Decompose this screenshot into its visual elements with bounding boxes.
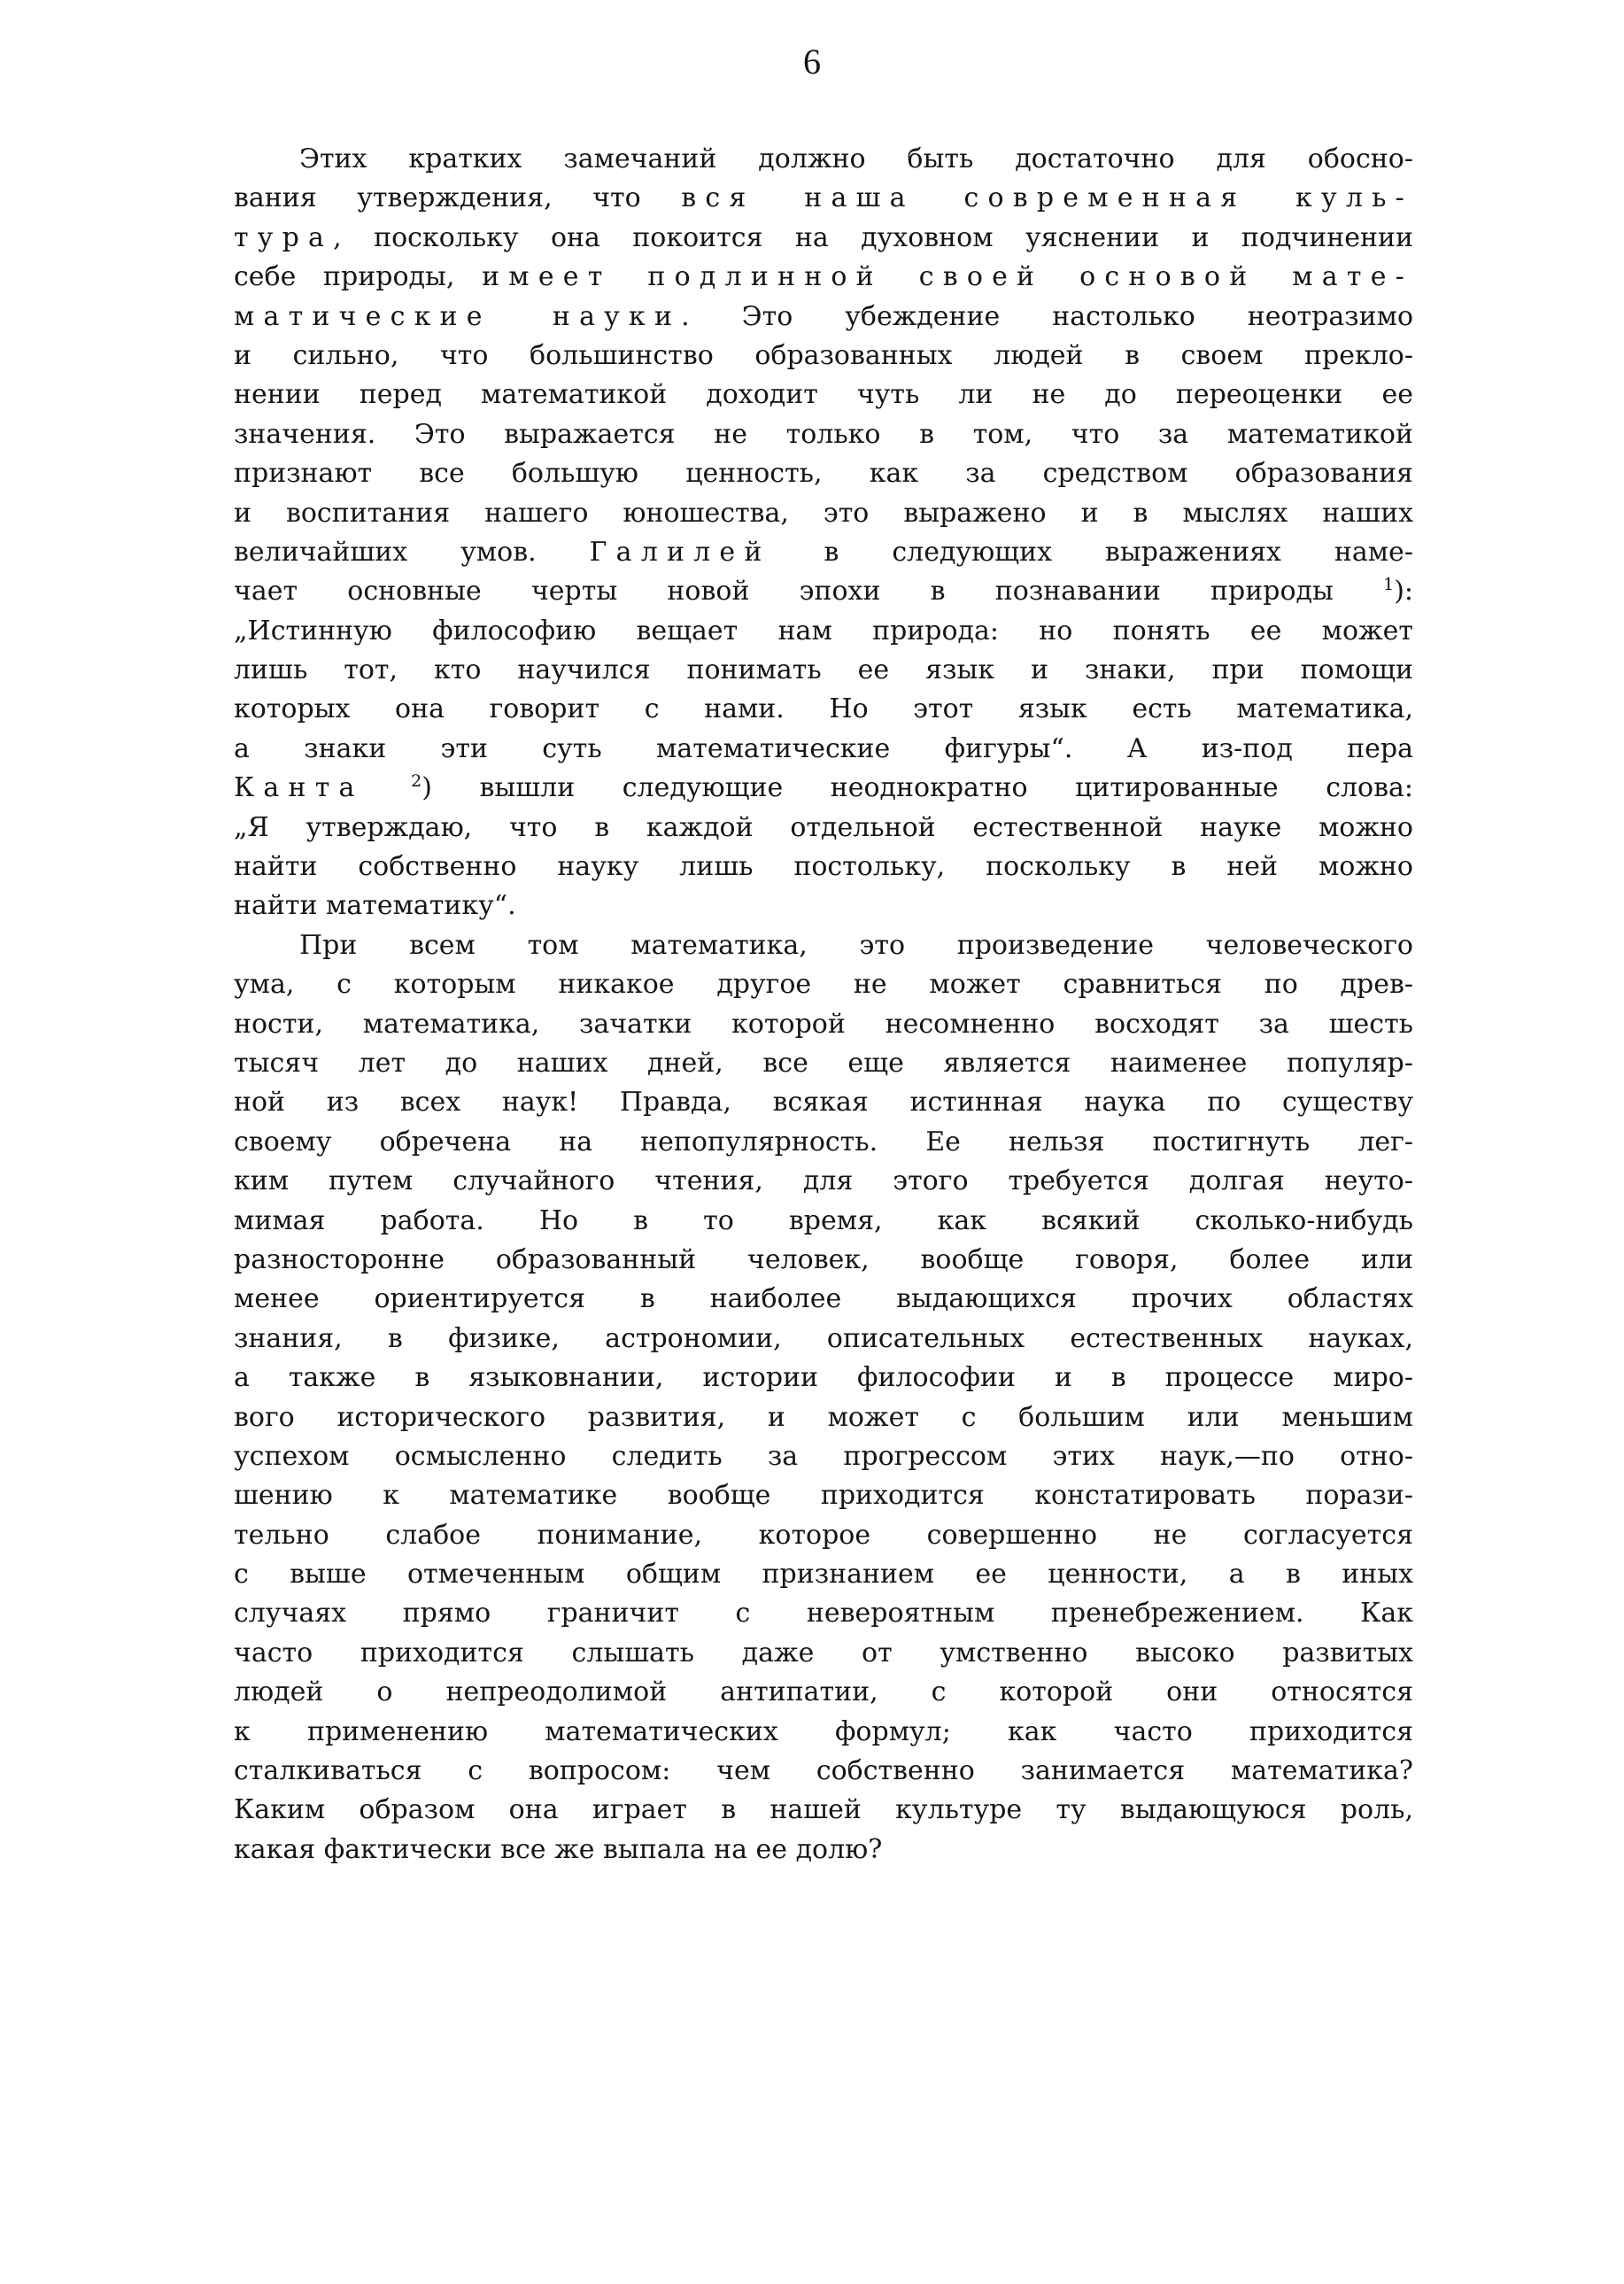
- spaced-text: матические науки: [234, 300, 682, 332]
- text-run: с выше отмеченным общим признанием ее ценности, а в иных: [234, 1559, 1413, 1591]
- text-line: [234, 1634, 1413, 1673]
- spaced-text: тура: [234, 221, 334, 253]
- text-line: [234, 494, 1413, 533]
- text-run: разносторонне образованный человек, вообще говоря, более или: [234, 1243, 1413, 1275]
- text-line: [234, 1594, 1413, 1633]
- text-line: [234, 415, 1413, 454]
- text-line: [234, 1202, 1413, 1241]
- text-run: найти математику“.: [234, 890, 516, 922]
- text-run: какая фактически все же выпала на ее долю?: [234, 1833, 883, 1865]
- text-run: своему обречена на непопулярность. Ее нельзя постигнуть лег-: [234, 1126, 1413, 1157]
- text-run: тысяч лет до наших дней, все еще является наименее популяр-: [234, 1047, 1413, 1079]
- text-line: [234, 376, 1413, 414]
- text-line: [234, 612, 1413, 651]
- text-line: [234, 219, 1413, 258]
- text-line: [234, 1831, 1413, 1870]
- text-line: [234, 179, 1413, 218]
- text-run: лишь тот, кто научился понимать ее язык и знаки, при помощи: [234, 654, 1413, 686]
- text-run: найти собственно науку лишь постольку, поскольку в ней можно: [234, 851, 1413, 883]
- text-line: [234, 1162, 1413, 1201]
- text-run: Каким образом она играет в нашей культуре ту выдающуюся роль,: [234, 1794, 1413, 1826]
- text-line: [234, 258, 1413, 297]
- text-run: и воспитания нашего юношества, это выражено и в мыслях наших: [234, 497, 1413, 529]
- text-line: [234, 533, 1413, 572]
- text-line: [234, 1123, 1413, 1162]
- spaced-text: вся наша современная куль-: [681, 182, 1413, 214]
- text-line: [234, 1713, 1413, 1752]
- text-line: [234, 1005, 1413, 1044]
- text-run: часто приходится слышать даже от умственно высоко развитых: [234, 1637, 1413, 1668]
- text-run: значения. Это выражается не только в том, что за математикой: [234, 418, 1413, 450]
- text-run: случаях прямо граничит с невероятным пренебрежением. Как: [234, 1598, 1413, 1630]
- text-run: знания, в физике, астрономии, описательных естественных науках,: [234, 1322, 1413, 1354]
- text-run: величайших умов.: [234, 536, 590, 568]
- paragraph: [234, 140, 1413, 926]
- text-line: [234, 730, 1413, 769]
- text-run: [364, 772, 412, 803]
- text-run: а также в языковнании, истории философии и в процессе миро-: [234, 1362, 1413, 1394]
- text-run: которых она говорит с нами. Но этот язык есть математика,: [234, 693, 1413, 725]
- text-line: [234, 572, 1413, 611]
- text-line: [234, 769, 1413, 808]
- page-number: 6: [803, 42, 821, 81]
- text-run: а знаки эти суть математические фигуры“. А из-под пера: [234, 732, 1413, 764]
- text-run: . Это убеждение настолько неотразимо: [681, 300, 1413, 332]
- text-run: успехом осмысленно следить за прогрессом этих наук,—по отно-: [234, 1440, 1413, 1472]
- text-line: [234, 1437, 1413, 1476]
- text-line: [234, 454, 1413, 493]
- text-run: ким путем случайного чтения, для этого требуется долгая неуто-: [234, 1165, 1413, 1197]
- text-run: вания утверждения, что: [234, 182, 682, 214]
- text-run: „Я утверждаю, что в каждой отдельной естественной науке можно: [234, 811, 1413, 843]
- text-run: людей о непреодолимой антипатии, с которой они относятся: [234, 1676, 1413, 1708]
- text-line: [234, 690, 1413, 729]
- text-run: ума, с которым никакое другое не может сравниться по древ-: [234, 969, 1413, 1001]
- text-run: к применению математических формул; как часто приходится: [234, 1715, 1413, 1747]
- text-line: [234, 140, 1413, 179]
- text-line: [234, 1555, 1413, 1594]
- spaced-text: Канта: [234, 772, 364, 804]
- text-line: [234, 848, 1413, 887]
- text-run: вого исторического развития, и может с большим или меньшим: [234, 1401, 1413, 1433]
- spaced-text: Галилей: [589, 536, 771, 568]
- text-run: тельно слабое понимание, которое совершенно не согласуется: [234, 1519, 1413, 1551]
- text-run: и сильно, что большинство образованных людей в своем прекло-: [234, 339, 1413, 371]
- text-run: При всем том математика, это произведение человеческого: [299, 929, 1413, 961]
- text-run: , поскольку она покоится на духовном уяснении и подчинении: [333, 221, 1413, 253]
- text-line: [234, 887, 1413, 925]
- footnote-marker: 2: [411, 771, 422, 792]
- text-run: себе природы,: [234, 261, 483, 293]
- text-run: ) вышли следующие неоднократно цитированные слова:: [421, 772, 1413, 804]
- text-line: [234, 926, 1413, 965]
- text-line: [234, 1044, 1413, 1083]
- text-line: [234, 1280, 1413, 1319]
- text-run: шению к математике вообще приходится констатировать порази-: [234, 1480, 1413, 1512]
- text-run: Этих кратких замечаний должно быть достаточно для обосно-: [299, 143, 1413, 174]
- text-line: [234, 1516, 1413, 1555]
- text-line: [234, 337, 1413, 376]
- text-run: в следующих выражениях наме-: [770, 536, 1413, 568]
- text-line: [234, 965, 1413, 1004]
- body-text: [234, 140, 1413, 1870]
- spaced-text: имеет подлинной своей основой мате-: [482, 261, 1413, 293]
- text-run: чает основные черты новой эпохи в познавании природы: [234, 576, 1384, 608]
- text-run: менее ориентируется в наиболее выдающихся прочих областях: [234, 1283, 1413, 1315]
- text-run: ной из всех наук! Правда, всякая истинная наука по существу: [234, 1087, 1413, 1119]
- text-run: ности, математика, зачатки которой несомненно восходят за шесть: [234, 1008, 1413, 1040]
- text-line: [234, 651, 1413, 690]
- text-line: [234, 1083, 1413, 1122]
- text-run: мимая работа. Но в то время, как всякий сколько-нибудь: [234, 1204, 1413, 1236]
- text-run: признают все большую ценность, как за средством образования: [234, 458, 1413, 490]
- text-line: [234, 1398, 1413, 1437]
- text-line: [234, 809, 1413, 848]
- text-line: [234, 1476, 1413, 1515]
- text-line: [234, 1320, 1413, 1359]
- text-line: [234, 1752, 1413, 1791]
- text-run: нении перед математикой доходит чуть ли не до переоценки ее: [234, 379, 1413, 411]
- text-line: [234, 1673, 1413, 1712]
- text-run: ):: [1394, 576, 1413, 608]
- paragraph: [234, 926, 1413, 1870]
- text-line: [234, 1359, 1413, 1397]
- text-line: [234, 1241, 1413, 1280]
- text-line: [234, 298, 1413, 337]
- text-run: „Истинную философию вещает нам природа: но понять ее может: [234, 615, 1413, 646]
- text-line: [234, 1791, 1413, 1830]
- text-run: сталкиваться с вопросом: чем собственно занимается математика?: [234, 1755, 1413, 1787]
- footnote-marker: 1: [1383, 575, 1395, 595]
